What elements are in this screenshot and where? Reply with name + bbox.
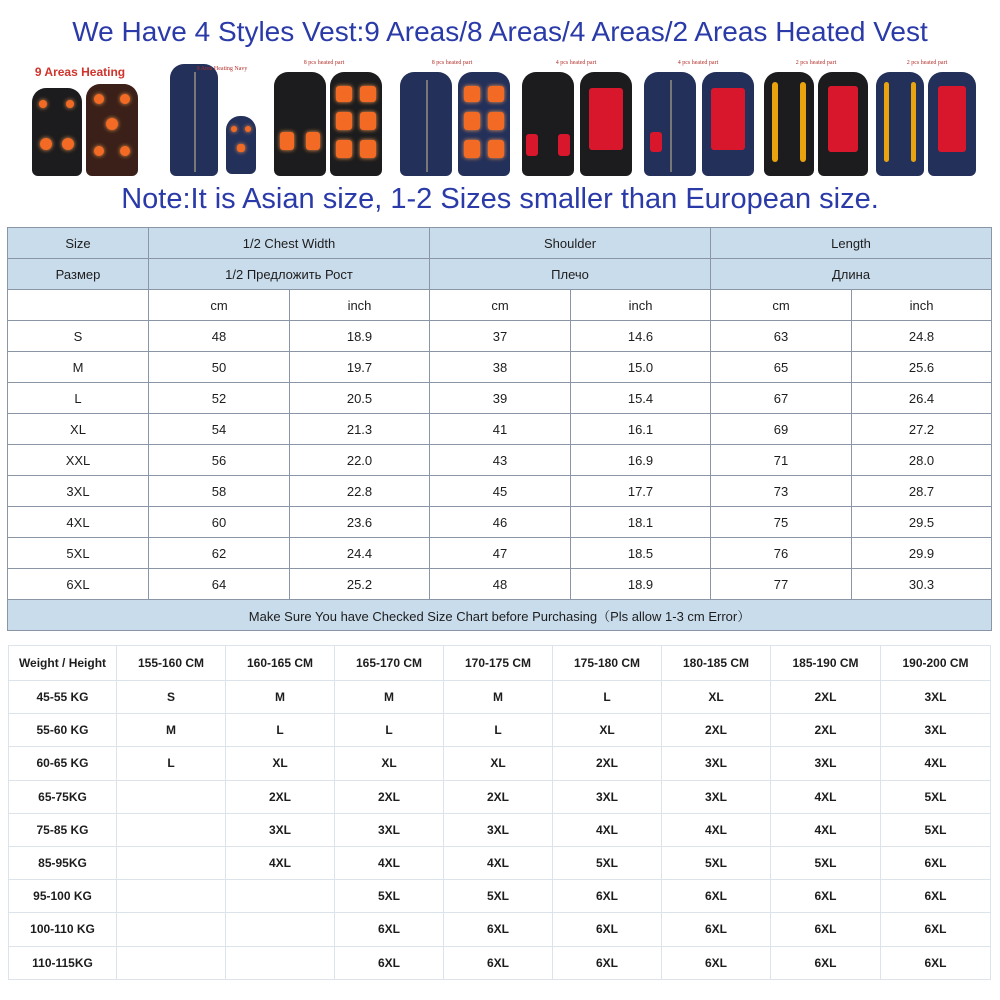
size-label-cell: L bbox=[8, 383, 149, 414]
recommended-size-cell bbox=[117, 913, 226, 946]
weight-label-cell: 60-65 KG bbox=[9, 747, 117, 780]
product-image-9-areas-black bbox=[20, 58, 140, 182]
recommended-size-cell bbox=[226, 913, 335, 946]
size-value-cell: 28.0 bbox=[852, 445, 992, 476]
vest-back-image bbox=[330, 72, 382, 176]
size-value-cell: 37 bbox=[430, 321, 571, 352]
size-value-cell: 75 bbox=[711, 507, 852, 538]
recommended-size-cell: 6XL bbox=[444, 913, 553, 946]
product-caption: 4 pcs heated part bbox=[677, 60, 719, 66]
size-value-cell: 48 bbox=[149, 321, 290, 352]
size-value-cell: 24.8 bbox=[852, 321, 992, 352]
unit-cell: inch bbox=[571, 290, 711, 321]
size-row bbox=[8, 538, 992, 569]
size-label-cell: XL bbox=[8, 414, 149, 445]
recommended-size-cell: M bbox=[226, 681, 335, 714]
vest-back-image bbox=[458, 72, 510, 176]
size-value-cell: 45 bbox=[430, 476, 571, 507]
recommended-size-cell: 3XL bbox=[662, 780, 771, 813]
recommended-size-cell: 2XL bbox=[226, 780, 335, 813]
height-header-cell: 185-190 CM bbox=[771, 646, 881, 681]
recommended-size-cell: L bbox=[335, 714, 444, 747]
size-row bbox=[8, 445, 992, 476]
size-value-cell: 15.0 bbox=[571, 352, 711, 383]
weight-label-cell: 85-95KG bbox=[9, 846, 117, 879]
size-value-cell: 16.9 bbox=[571, 445, 711, 476]
recommended-size-cell: 2XL bbox=[771, 714, 881, 747]
unit-cell: cm bbox=[149, 290, 290, 321]
size-value-cell: 25.2 bbox=[290, 569, 430, 600]
recommended-size-cell: 3XL bbox=[553, 780, 662, 813]
recommended-size-cell: 3XL bbox=[881, 714, 991, 747]
weight-label-cell: 45-55 KG bbox=[9, 681, 117, 714]
recommended-size-cell: 4XL bbox=[226, 846, 335, 879]
size-row bbox=[8, 414, 992, 445]
recommended-size-cell: 6XL bbox=[771, 880, 881, 913]
vest-back-image bbox=[580, 72, 632, 176]
recommended-size-cell: 5XL bbox=[662, 846, 771, 879]
product-image-8-areas-black bbox=[262, 58, 386, 182]
vest-back-image bbox=[86, 84, 138, 176]
vest-back-image bbox=[818, 72, 868, 176]
recommended-size-cell: XL bbox=[662, 681, 771, 714]
size-value-cell: 14.6 bbox=[571, 321, 711, 352]
recommended-size-cell: 5XL bbox=[771, 846, 881, 879]
weight-row bbox=[9, 880, 991, 913]
size-label-cell: M bbox=[8, 352, 149, 383]
recommended-size-cell: 6XL bbox=[553, 946, 662, 979]
recommended-size-cell: 2XL bbox=[662, 714, 771, 747]
headline: We Have 4 Styles Vest:9 Areas/8 Areas/4 Areas/2 Areas Heated Vest bbox=[72, 16, 928, 47]
recommended-size-cell: 6XL bbox=[881, 880, 991, 913]
weight-row bbox=[9, 946, 991, 979]
recommended-size-cell: 6XL bbox=[881, 946, 991, 979]
size-value-cell: 30.3 bbox=[852, 569, 992, 600]
recommended-size-cell: L bbox=[444, 714, 553, 747]
size-value-cell: 18.1 bbox=[571, 507, 711, 538]
units-blank bbox=[8, 290, 149, 321]
size-value-cell: 48 bbox=[430, 569, 571, 600]
size-value-cell: 76 bbox=[711, 538, 852, 569]
recommended-size-cell: XL bbox=[553, 714, 662, 747]
height-header-cell: 190-200 CM bbox=[881, 646, 991, 681]
recommended-size-cell: 4XL bbox=[335, 846, 444, 879]
recommended-size-cell: 4XL bbox=[881, 747, 991, 780]
size-footer-row bbox=[8, 600, 992, 631]
size-value-cell: 24.4 bbox=[290, 538, 430, 569]
recommended-size-cell: 3XL bbox=[444, 813, 553, 846]
vest-front-image bbox=[522, 72, 574, 176]
product-caption: 8 pcs heated part bbox=[431, 60, 473, 66]
recommended-size-cell: M bbox=[117, 714, 226, 747]
size-value-cell: 65 bbox=[711, 352, 852, 383]
header-length: Length bbox=[711, 228, 992, 259]
recommended-size-cell: 6XL bbox=[662, 946, 771, 979]
header-shoulder: Shoulder bbox=[430, 228, 711, 259]
size-label-cell: 3XL bbox=[8, 476, 149, 507]
size-value-cell: 50 bbox=[149, 352, 290, 383]
height-header-cell: 160-165 CM bbox=[226, 646, 335, 681]
weight-row bbox=[9, 813, 991, 846]
recommended-size-cell: 3XL bbox=[771, 747, 881, 780]
size-value-cell: 64 bbox=[149, 569, 290, 600]
weight-row bbox=[9, 714, 991, 747]
recommended-size-cell: 2XL bbox=[335, 780, 444, 813]
size-value-cell: 39 bbox=[430, 383, 571, 414]
size-value-cell: 25.6 bbox=[852, 352, 992, 383]
recommended-size-cell: 6XL bbox=[335, 946, 444, 979]
recommended-size-cell: 6XL bbox=[444, 946, 553, 979]
unit-cell: cm bbox=[430, 290, 571, 321]
size-header-row-en bbox=[8, 228, 992, 259]
recommended-size-cell: 6XL bbox=[881, 846, 991, 879]
height-header-cell: 165-170 CM bbox=[335, 646, 444, 681]
height-header-cell: 170-175 CM bbox=[444, 646, 553, 681]
height-header-cell: 155-160 CM bbox=[117, 646, 226, 681]
recommended-size-cell: M bbox=[335, 681, 444, 714]
size-value-cell: 20.5 bbox=[290, 383, 430, 414]
recommended-size-cell: 5XL bbox=[553, 846, 662, 879]
height-header-cell: 180-185 CM bbox=[662, 646, 771, 681]
product-image-2-areas-black bbox=[760, 58, 872, 182]
header-shoulder-ru: Плечо bbox=[430, 259, 711, 290]
product-caption: 2 pcs heated part bbox=[795, 60, 837, 66]
weight-row bbox=[9, 780, 991, 813]
recommended-size-cell: 6XL bbox=[335, 913, 444, 946]
header-size-ru: Размер bbox=[8, 259, 149, 290]
size-row bbox=[8, 507, 992, 538]
recommended-size-cell: L bbox=[553, 681, 662, 714]
size-row bbox=[8, 476, 992, 507]
size-label-cell: XXL bbox=[8, 445, 149, 476]
recommended-size-cell: 3XL bbox=[662, 747, 771, 780]
weight-row bbox=[9, 747, 991, 780]
recommended-size-cell: 4XL bbox=[444, 846, 553, 879]
header-size: Size bbox=[8, 228, 149, 259]
weight-height-table bbox=[8, 645, 991, 980]
vest-back-image bbox=[226, 116, 256, 174]
recommended-size-cell: 5XL bbox=[444, 880, 553, 913]
recommended-size-cell: 2XL bbox=[444, 780, 553, 813]
size-value-cell: 71 bbox=[711, 445, 852, 476]
weight-label-cell: 65-75KG bbox=[9, 780, 117, 813]
recommended-size-cell: 3XL bbox=[226, 813, 335, 846]
recommended-size-cell: 4XL bbox=[771, 780, 881, 813]
weight-label-cell: 100-110 KG bbox=[9, 913, 117, 946]
recommended-size-cell: 5XL bbox=[335, 880, 444, 913]
size-note: Note:It is Asian size, 1-2 Sizes smaller than European size. bbox=[121, 183, 879, 215]
size-value-cell: 18.9 bbox=[571, 569, 711, 600]
recommended-size-cell: 2XL bbox=[553, 747, 662, 780]
recommended-size-cell: 4XL bbox=[771, 813, 881, 846]
unit-cell: inch bbox=[852, 290, 992, 321]
size-footer-note: Make Sure You have Checked Size Chart before Purchasing（Pls allow 1-3 cm Error） bbox=[8, 600, 992, 631]
recommended-size-cell bbox=[117, 780, 226, 813]
vest-front-image bbox=[764, 72, 814, 176]
recommended-size-cell: L bbox=[226, 714, 335, 747]
recommended-size-cell: 6XL bbox=[881, 913, 991, 946]
recommended-size-cell bbox=[226, 880, 335, 913]
size-value-cell: 28.7 bbox=[852, 476, 992, 507]
recommended-size-cell bbox=[117, 813, 226, 846]
size-value-cell: 77 bbox=[711, 569, 852, 600]
recommended-size-cell: 5XL bbox=[881, 780, 991, 813]
size-value-cell: 54 bbox=[149, 414, 290, 445]
product-caption: 9 Area Heating Navy bbox=[196, 66, 248, 72]
height-header-cell: 175-180 CM bbox=[553, 646, 662, 681]
product-caption: 2 pcs heated part bbox=[906, 60, 948, 66]
recommended-size-cell bbox=[117, 880, 226, 913]
size-row bbox=[8, 321, 992, 352]
recommended-size-cell: 6XL bbox=[771, 946, 881, 979]
size-row bbox=[8, 383, 992, 414]
size-value-cell: 62 bbox=[149, 538, 290, 569]
size-chart-table bbox=[7, 227, 992, 631]
product-image-4-areas-black bbox=[516, 58, 636, 182]
recommended-size-cell: XL bbox=[335, 747, 444, 780]
size-header-row-ru bbox=[8, 259, 992, 290]
size-value-cell: 38 bbox=[430, 352, 571, 383]
size-value-cell: 18.5 bbox=[571, 538, 711, 569]
size-value-cell: 21.3 bbox=[290, 414, 430, 445]
size-value-cell: 26.4 bbox=[852, 383, 992, 414]
size-value-cell: 73 bbox=[711, 476, 852, 507]
vest-front-image bbox=[274, 72, 326, 176]
size-value-cell: 52 bbox=[149, 383, 290, 414]
units-row bbox=[8, 290, 992, 321]
recommended-size-cell bbox=[226, 946, 335, 979]
weight-label-cell: 110-115KG bbox=[9, 946, 117, 979]
header-length-ru: Длина bbox=[711, 259, 992, 290]
weight-row bbox=[9, 681, 991, 714]
weight-height-corner: Weight / Height bbox=[9, 646, 117, 681]
recommended-size-cell: 4XL bbox=[553, 813, 662, 846]
size-value-cell: 22.8 bbox=[290, 476, 430, 507]
unit-cell: inch bbox=[290, 290, 430, 321]
size-label-cell: 4XL bbox=[8, 507, 149, 538]
product-image-2-areas-navy bbox=[874, 58, 980, 182]
product-caption: 4 pcs heated part bbox=[555, 60, 597, 66]
size-label-cell: S bbox=[8, 321, 149, 352]
size-value-cell: 43 bbox=[430, 445, 571, 476]
unit-cell: cm bbox=[711, 290, 852, 321]
header-chest: 1/2 Chest Width bbox=[149, 228, 430, 259]
product-image-8-areas-navy bbox=[390, 58, 514, 182]
size-row bbox=[8, 352, 992, 383]
size-label-cell: 6XL bbox=[8, 569, 149, 600]
size-value-cell: 60 bbox=[149, 507, 290, 538]
size-row bbox=[8, 569, 992, 600]
recommended-size-cell: 6XL bbox=[771, 913, 881, 946]
recommended-size-cell: 6XL bbox=[662, 880, 771, 913]
product-caption: 8 pcs heated part bbox=[303, 60, 345, 66]
size-value-cell: 22.0 bbox=[290, 445, 430, 476]
product-image-strip bbox=[20, 58, 980, 182]
weight-row bbox=[9, 913, 991, 946]
size-value-cell: 63 bbox=[711, 321, 852, 352]
product-image-9-areas-navy bbox=[142, 58, 260, 182]
recommended-size-cell: 3XL bbox=[335, 813, 444, 846]
size-value-cell: 16.1 bbox=[571, 414, 711, 445]
size-value-cell: 46 bbox=[430, 507, 571, 538]
vest-front-image bbox=[400, 72, 452, 176]
size-value-cell: 27.2 bbox=[852, 414, 992, 445]
weight-label-cell: 55-60 KG bbox=[9, 714, 117, 747]
vest-front-image bbox=[644, 72, 696, 176]
size-value-cell: 23.6 bbox=[290, 507, 430, 538]
size-value-cell: 15.4 bbox=[571, 383, 711, 414]
size-value-cell: 41 bbox=[430, 414, 571, 445]
size-value-cell: 19.7 bbox=[290, 352, 430, 383]
product-caption: 9 Areas Heating bbox=[34, 65, 126, 79]
weight-label-cell: 95-100 KG bbox=[9, 880, 117, 913]
vest-front-image bbox=[32, 88, 82, 176]
size-value-cell: 58 bbox=[149, 476, 290, 507]
height-header-row bbox=[9, 646, 991, 681]
weight-label-cell: 75-85 KG bbox=[9, 813, 117, 846]
size-value-cell: 29.9 bbox=[852, 538, 992, 569]
vest-front-image bbox=[170, 64, 218, 176]
recommended-size-cell: XL bbox=[226, 747, 335, 780]
recommended-size-cell: XL bbox=[444, 747, 553, 780]
recommended-size-cell: M bbox=[444, 681, 553, 714]
recommended-size-cell: 2XL bbox=[771, 681, 881, 714]
recommended-size-cell: 6XL bbox=[662, 913, 771, 946]
product-image-4-areas-navy bbox=[638, 58, 758, 182]
recommended-size-cell bbox=[117, 946, 226, 979]
recommended-size-cell: 5XL bbox=[881, 813, 991, 846]
size-value-cell: 47 bbox=[430, 538, 571, 569]
size-value-cell: 17.7 bbox=[571, 476, 711, 507]
vest-front-image bbox=[876, 72, 924, 176]
header-chest-ru: 1/2 Предложить Рост bbox=[149, 259, 430, 290]
recommended-size-cell bbox=[117, 846, 226, 879]
size-value-cell: 29.5 bbox=[852, 507, 992, 538]
size-value-cell: 56 bbox=[149, 445, 290, 476]
size-value-cell: 18.9 bbox=[290, 321, 430, 352]
size-value-cell: 69 bbox=[711, 414, 852, 445]
recommended-size-cell: 6XL bbox=[553, 913, 662, 946]
size-value-cell: 67 bbox=[711, 383, 852, 414]
vest-back-image bbox=[928, 72, 976, 176]
weight-row bbox=[9, 846, 991, 879]
vest-back-image bbox=[702, 72, 754, 176]
recommended-size-cell: 4XL bbox=[662, 813, 771, 846]
recommended-size-cell: S bbox=[117, 681, 226, 714]
recommended-size-cell: L bbox=[117, 747, 226, 780]
recommended-size-cell: 3XL bbox=[881, 681, 991, 714]
size-label-cell: 5XL bbox=[8, 538, 149, 569]
recommended-size-cell: 6XL bbox=[553, 880, 662, 913]
